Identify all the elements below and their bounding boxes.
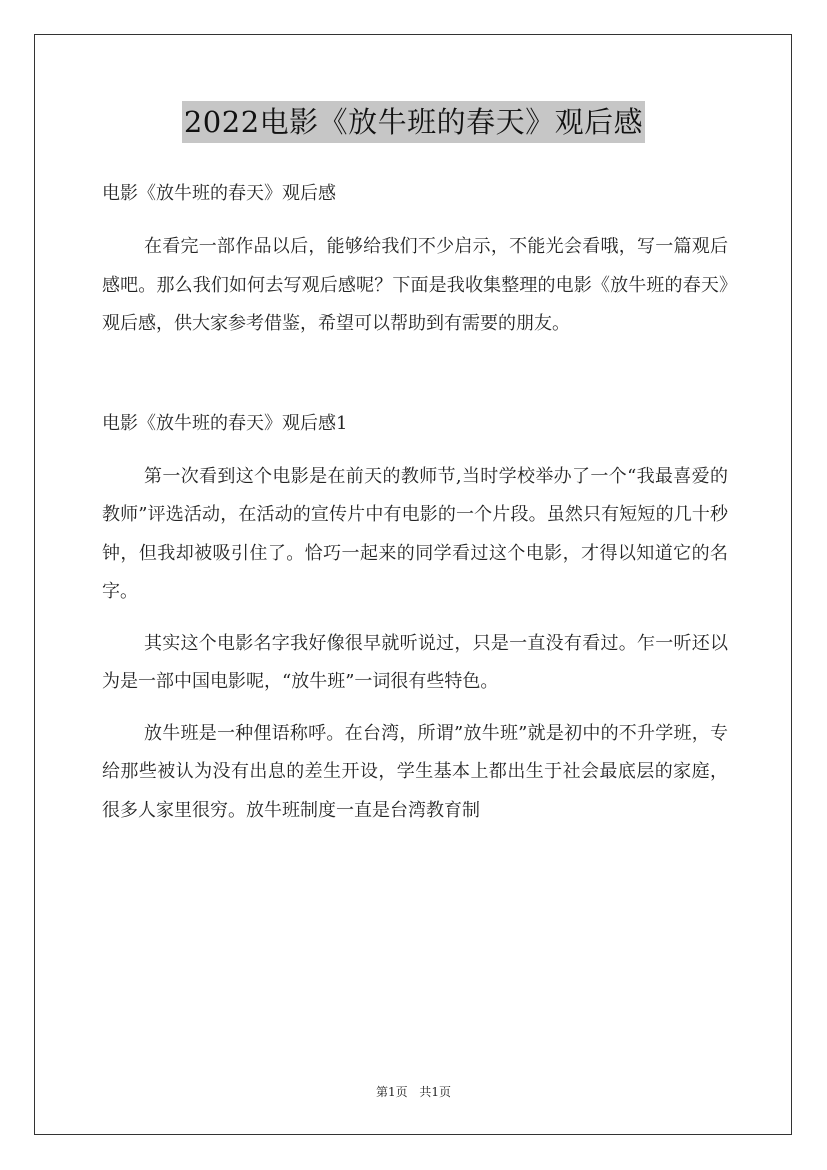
section1-heading: 电影《放牛班的春天》观后感1 xyxy=(102,412,348,434)
section1-paragraph: 第一次看到这个电影是在前天的教师节,当时学校举办了一个“我最喜爱的教师”评选活动，在活动的宣传片中有电影的一个片段。虽然只有短短的几十秒钟，但我却被吸引住了。恰巧一起来的同学看过这个电影，才得以知道它的名字。 xyxy=(102,465,728,602)
section1-paragraph: 其实这个电影名字我好像很早就听说过，只是一直没有看过。乍一听还以为是一部中国电影呢，“放牛班”一词很有些特色。 xyxy=(102,632,728,692)
spacer xyxy=(102,612,728,625)
intro-heading: 电影《放牛班的春天》观后感 xyxy=(102,183,336,204)
page-footer xyxy=(0,1084,827,1100)
spacer xyxy=(102,215,728,228)
document-body xyxy=(102,173,728,830)
title-container xyxy=(0,101,827,143)
page-number-total: 共1页 xyxy=(419,1085,452,1099)
section1-paragraph: 放牛班是一种俚语称呼。在台湾，所谓”放牛班”就是初中的不升学班，专给那些被认为没有出息的差生开设，学生基本上都出生于社会最底层的家庭，很多人家里很穷。放牛班制度一直是台湾教育制 xyxy=(102,722,728,821)
spacer xyxy=(102,344,728,403)
spacer xyxy=(102,702,728,715)
document-title: 2022电影《放牛班的春天》观后感 xyxy=(182,101,645,143)
intro-paragraph: 在看完一部作品以后，能够给我们不少启示，不能光会看哦，写一篇观后感吧。那么我们如何去写观后感呢？下面是我收集整理的电影《放牛班的春天》观后感，供大家参考借鉴，希望可以帮助到有需要的朋友。 xyxy=(102,236,728,334)
page-number-current: 第1页 xyxy=(375,1085,408,1099)
spacer xyxy=(102,445,728,458)
